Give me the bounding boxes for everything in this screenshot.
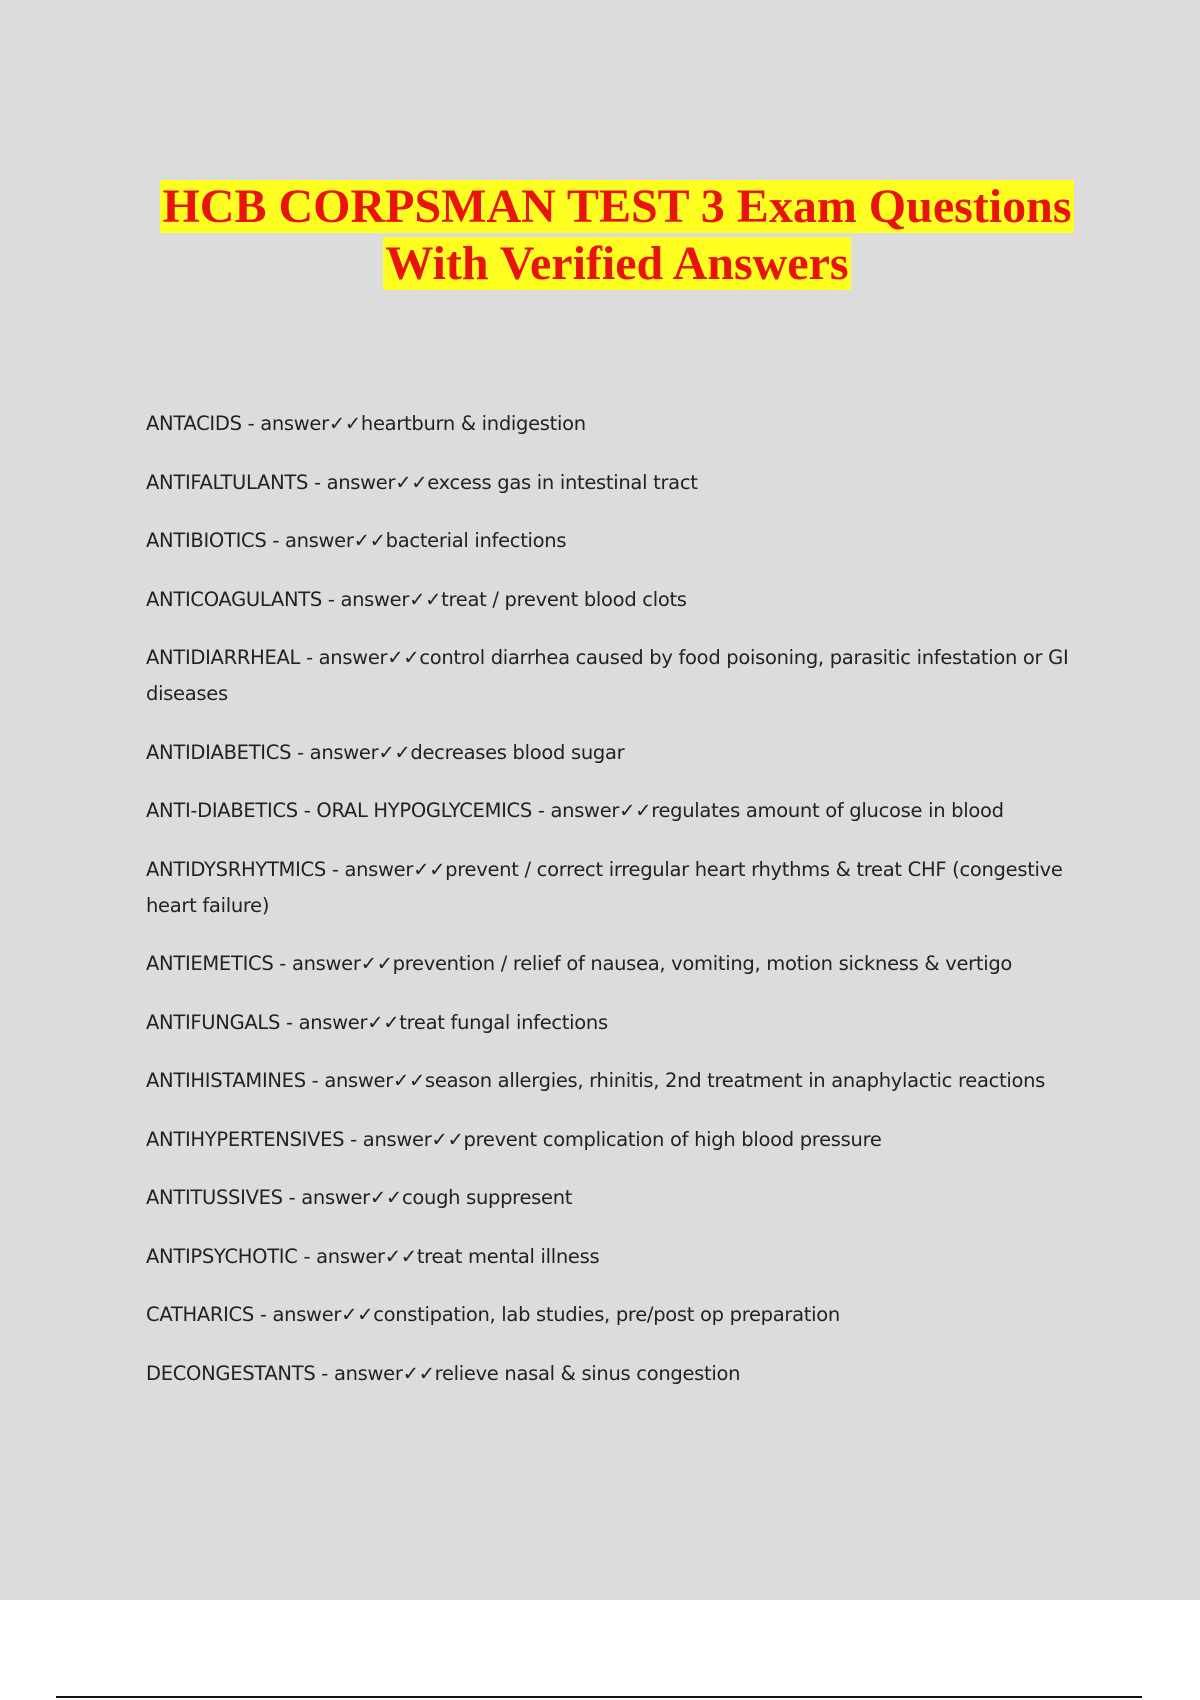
list-item: ANTIFUNGALS - answer✓✓treat fungal infections bbox=[146, 1010, 608, 1034]
title-line-2: With Verified Answers bbox=[385, 237, 849, 290]
list-item: ANTIPSYCHOTIC - answer✓✓treat mental illness bbox=[146, 1244, 600, 1268]
list-item: ANTIDIABETICS - answer✓✓decreases blood sugar bbox=[146, 740, 625, 764]
list-item: ANTACIDS - answer✓✓heartburn & indigestion bbox=[146, 412, 586, 435]
list-item: ANTIEMETICS - answer✓✓prevention / relief of nausea, vomiting, motion sickness & vertigo bbox=[146, 952, 1013, 975]
list-item: CATHARICS - answer✓✓constipation, lab studies, pre/post op preparation bbox=[146, 1303, 840, 1326]
list-item: ANTIBIOTICS - answer✓✓bacterial infections bbox=[146, 529, 567, 552]
list-item: ANTITUSSIVES - answer✓✓cough suppresent bbox=[146, 1186, 573, 1209]
title-line-1: HCB CORPSMAN TEST 3 Exam Questions bbox=[162, 180, 1072, 233]
list-item: ANTI-DIABETICS - ORAL HYPOGLYCEMICS - answer✓✓regulates amount of glucose in blood bbox=[146, 799, 1004, 822]
list-item: ANTICOAGULANTS - answer✓✓treat / prevent blood clots bbox=[146, 587, 687, 611]
list-item: ANTIDYSRHYTMICS - answer✓✓prevent / correct irregular heart rhythms & treat CHF (congestive heart failure) bbox=[146, 857, 1063, 917]
list-item: DECONGESTANTS - answer✓✓relieve nasal & sinus congestion bbox=[146, 1361, 741, 1385]
list-item: ANTIDIARRHEAL - answer✓✓control diarrhea caused by food poisoning, parasitic infestation or GI diseases bbox=[146, 646, 1069, 705]
qa-list bbox=[146, 406, 1096, 1414]
list-item: ANTIHYPERTENSIVES - answer✓✓prevent complication of high blood pressure bbox=[146, 1127, 882, 1151]
document-title bbox=[0, 178, 1200, 292]
list-item: ANTIHISTAMINES - answer✓✓season allergies, rhinitis, 2nd treatment in anaphylactic reactions bbox=[146, 1069, 1046, 1092]
list-item: ANTIFALTULANTS - answer✓✓excess gas in intestinal tract bbox=[146, 470, 698, 494]
footer-divider bbox=[56, 1696, 1142, 1698]
